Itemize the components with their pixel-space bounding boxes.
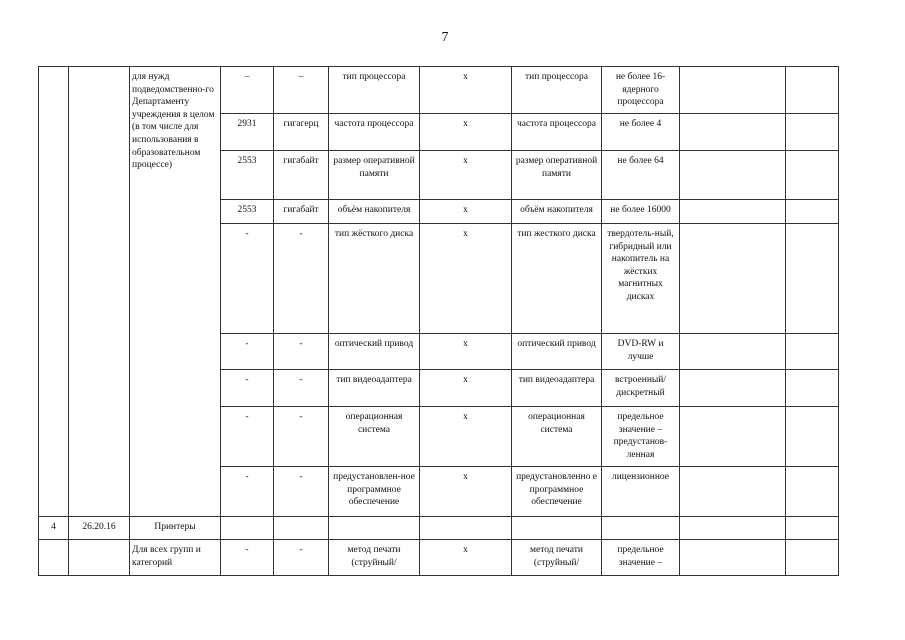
empty-cell bbox=[680, 200, 786, 224]
characteristic-cell: оптический привод bbox=[329, 334, 420, 370]
unit-cell: гигабайт bbox=[274, 151, 329, 200]
unit-cell: - bbox=[274, 334, 329, 370]
okei-code-cell: - bbox=[221, 540, 274, 576]
x-cell: x bbox=[420, 151, 512, 200]
empty-cell bbox=[680, 517, 786, 540]
empty-cell bbox=[221, 517, 274, 540]
characteristic-cell: метод печати (струйный/ bbox=[329, 540, 420, 576]
unit-cell: гигагерц bbox=[274, 114, 329, 151]
empty-cell bbox=[512, 517, 602, 540]
empty-cell bbox=[274, 517, 329, 540]
x-cell: x bbox=[420, 200, 512, 224]
empty-cell bbox=[680, 467, 786, 517]
empty-cell bbox=[39, 540, 69, 576]
okei-code-cell: 2553 bbox=[221, 200, 274, 224]
characteristic-cell: тип видеоадаптера bbox=[329, 370, 420, 407]
unit-cell: - bbox=[274, 407, 329, 467]
x-cell: x bbox=[420, 67, 512, 114]
specification-table bbox=[38, 66, 839, 576]
x-cell: x bbox=[420, 370, 512, 407]
x-cell: x bbox=[420, 334, 512, 370]
unit-cell: – bbox=[274, 67, 329, 114]
empty-cell bbox=[786, 517, 839, 540]
characteristic-cell: тип процессора bbox=[329, 67, 420, 114]
empty-cell bbox=[786, 151, 839, 200]
value-cell: не более 16000 bbox=[602, 200, 680, 224]
empty-cell bbox=[786, 114, 839, 151]
empty-cell bbox=[680, 67, 786, 114]
table-row-printers-detail bbox=[39, 540, 839, 576]
x-cell: x bbox=[420, 114, 512, 151]
value-cell: не более 64 bbox=[602, 151, 680, 200]
value-cell: DVD-RW и лучше bbox=[602, 334, 680, 370]
characteristic-approved-cell: метод печати (струйный/ bbox=[512, 540, 602, 576]
x-cell: x bbox=[420, 540, 512, 576]
table-row bbox=[39, 67, 839, 114]
empty-cell bbox=[680, 114, 786, 151]
value-cell: предельное значение – предустанов-ленная bbox=[602, 407, 680, 467]
empty-cell bbox=[680, 370, 786, 407]
characteristic-approved-cell: предустановленно е программное обеспечение bbox=[512, 467, 602, 517]
empty-cell bbox=[786, 67, 839, 114]
characteristic-approved-cell: тип видеоадаптера bbox=[512, 370, 602, 407]
empty-cell bbox=[69, 540, 130, 576]
value-cell: твердотель-ный, гибридный или накопитель на жёстких магнитных дисках bbox=[602, 224, 680, 334]
unit-cell: - bbox=[274, 467, 329, 517]
value-cell: предельное значение – bbox=[602, 540, 680, 576]
characteristic-cell: операционная система bbox=[329, 407, 420, 467]
unit-cell: - bbox=[274, 224, 329, 334]
value-cell: не более 16-ядерного процессора bbox=[602, 67, 680, 114]
okpd-code-cell bbox=[69, 67, 130, 517]
empty-cell bbox=[329, 517, 420, 540]
page-number: 7 bbox=[441, 30, 449, 45]
okei-code-cell: - bbox=[221, 407, 274, 467]
okei-code-cell: - bbox=[221, 334, 274, 370]
characteristic-approved-cell: тип процессора bbox=[512, 67, 602, 114]
okei-code-cell: 2931 bbox=[221, 114, 274, 151]
characteristic-cell: предустановлен-ное программное обеспечение bbox=[329, 467, 420, 517]
unit-cell: - bbox=[274, 370, 329, 407]
empty-cell bbox=[680, 334, 786, 370]
empty-cell bbox=[786, 407, 839, 467]
characteristic-approved-cell: тип жесткого диска bbox=[512, 224, 602, 334]
characteristic-approved-cell: частота процессора bbox=[512, 114, 602, 151]
group-label-cell: Для всех групп и категорий bbox=[130, 540, 221, 576]
empty-cell bbox=[680, 407, 786, 467]
characteristic-cell: размер оперативной памяти bbox=[329, 151, 420, 200]
empty-cell bbox=[602, 517, 680, 540]
value-cell: встроенный/ дискретный bbox=[602, 370, 680, 407]
x-cell: x bbox=[420, 224, 512, 334]
group-label-cell: для нужд подведомственно-го Департаменту учреждения в целом (в том числе для использования в образовательном процессе) bbox=[130, 67, 221, 517]
empty-cell bbox=[680, 540, 786, 576]
okei-code-cell: - bbox=[221, 467, 274, 517]
x-cell: x bbox=[420, 407, 512, 467]
characteristic-approved-cell: операционная система bbox=[512, 407, 602, 467]
characteristic-approved-cell: объём накопителя bbox=[512, 200, 602, 224]
value-cell: лицензионное bbox=[602, 467, 680, 517]
characteristic-approved-cell: размер оперативной памяти bbox=[512, 151, 602, 200]
okei-code-cell: - bbox=[221, 370, 274, 407]
characteristic-cell: объём накопителя bbox=[329, 200, 420, 224]
unit-cell: гигабайт bbox=[274, 200, 329, 224]
x-cell: x bbox=[420, 467, 512, 517]
empty-cell bbox=[680, 224, 786, 334]
okei-code-cell: – bbox=[221, 67, 274, 114]
value-cell: не более 4 bbox=[602, 114, 680, 151]
characteristic-cell: частота процессора bbox=[329, 114, 420, 151]
empty-cell bbox=[786, 540, 839, 576]
empty-cell bbox=[786, 200, 839, 224]
row-number-cell: 4 bbox=[39, 517, 69, 540]
okei-code-cell: 2553 bbox=[221, 151, 274, 200]
characteristic-approved-cell: оптический привод bbox=[512, 334, 602, 370]
empty-cell bbox=[786, 224, 839, 334]
empty-cell bbox=[680, 151, 786, 200]
empty-cell bbox=[786, 370, 839, 407]
empty-cell bbox=[420, 517, 512, 540]
table-row-printers bbox=[39, 517, 839, 540]
okpd-code-cell: 26.20.16 bbox=[69, 517, 130, 540]
empty-cell bbox=[786, 334, 839, 370]
characteristic-cell: тип жёсткого диска bbox=[329, 224, 420, 334]
empty-cell bbox=[786, 467, 839, 517]
okei-code-cell: - bbox=[221, 224, 274, 334]
product-name-cell: Принтеры bbox=[130, 517, 221, 540]
unit-cell: - bbox=[274, 540, 329, 576]
row-number-cell bbox=[39, 67, 69, 517]
